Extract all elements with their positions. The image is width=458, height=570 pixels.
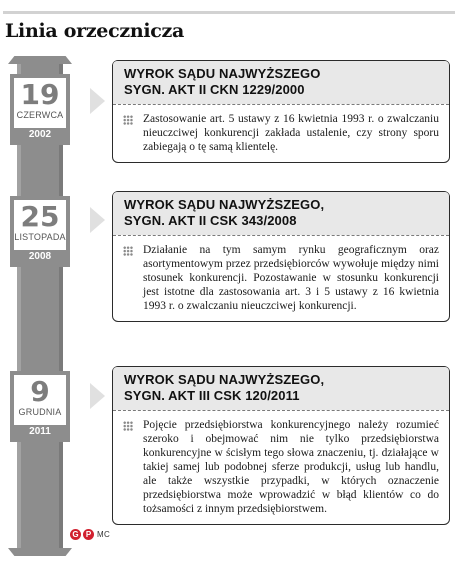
ruling-heading (113, 61, 449, 104)
ruling-card-1 (112, 60, 450, 163)
ruling-text-content: Zastosowanie art. 5 ustawy z 16 kwietnia 1993 r. o zwalczaniu nieuczciwej konkurencji zakłada ustalenie, czy strony sporu zabiegają o tę samą klientelę. (143, 113, 439, 153)
ruling-signature: SYGN. AKT III CSK 120/2011 (124, 388, 300, 403)
dots-grid-icon (123, 115, 133, 125)
date-badge-3 (10, 371, 70, 442)
ruling-court: WYROK SĄDU NAJWYŻSZEGO, (124, 197, 325, 212)
pointer-arrow-icon (90, 88, 105, 114)
author-initials: MC (97, 530, 111, 539)
ruling-signature: SYGN. AKT II CKN 1229/2000 (124, 82, 305, 97)
date-year: 2002 (14, 128, 66, 141)
ruling-text (113, 104, 449, 162)
ruling-signature: SYGN. AKT II CSK 343/2008 (124, 213, 297, 228)
ruling-card-2 (112, 191, 450, 322)
dots-grid-icon (123, 421, 133, 431)
ruling-card-3 (112, 366, 450, 525)
date-year: 2011 (14, 425, 66, 438)
timeline-cap-bottom (8, 548, 72, 556)
ruling-court: WYROK SĄDU NAJWYŻSZEGO, (124, 372, 325, 387)
date-day: 25 (20, 200, 60, 233)
logo-circle-right: P (83, 529, 94, 540)
logo-circle-left: G (70, 529, 81, 540)
date-month: LISTOPADA (14, 232, 66, 242)
date-month: GRUDNIA (18, 407, 62, 417)
ruling-court: WYROK SĄDU NAJWYŻSZEGO (124, 66, 321, 81)
date-month: CZERWCA (16, 110, 64, 120)
pointer-arrow-icon (90, 383, 105, 409)
ruling-text (113, 410, 449, 524)
pointer-arrow-icon (90, 207, 105, 233)
ruling-text (113, 235, 449, 321)
dots-grid-icon (123, 246, 133, 256)
page-title: Linia orzecznicza (5, 20, 185, 42)
ruling-text-content: Działanie na tym samym rynku geograficznym oraz asortymentowym przez przedsiębiorców wywołuje między nimi stosunek konkurencji. Pozostawanie w stosunku konkurencji jest istotne dla zastosowania art. 3 i 5 ustawy z 16 kwietnia 1993 r. o zwalczaniu nieuczciwej konkurencji. (143, 244, 439, 312)
date-day: 19 (20, 78, 60, 111)
ruling-heading (113, 192, 449, 235)
timeline-cap-top (8, 56, 72, 64)
date-year: 2008 (14, 250, 66, 263)
ruling-text-content: Pojęcie przedsiębiorstwa konkurencyjnego należy rozumieć szeroko i obejmować nim nie tylko przedsiębiorstwa konkurencyjne w ścisłym tego słowa znaczeniu, tj. działające w takiej samej lub podobnej sferze produkcji, usług lub handlu, ale także wszystkie przypadki, w których oznaczenie przedsiębiorstwa może wprowadzić w błąd klientów co do tożsamości z innym przedsiębiorstwem. (143, 419, 439, 515)
top-rule (3, 11, 455, 14)
date-day: 9 (30, 375, 50, 408)
date-badge-2 (10, 196, 70, 267)
publisher-logo (70, 529, 94, 540)
date-badge-1 (10, 74, 70, 145)
ruling-heading (113, 367, 449, 410)
